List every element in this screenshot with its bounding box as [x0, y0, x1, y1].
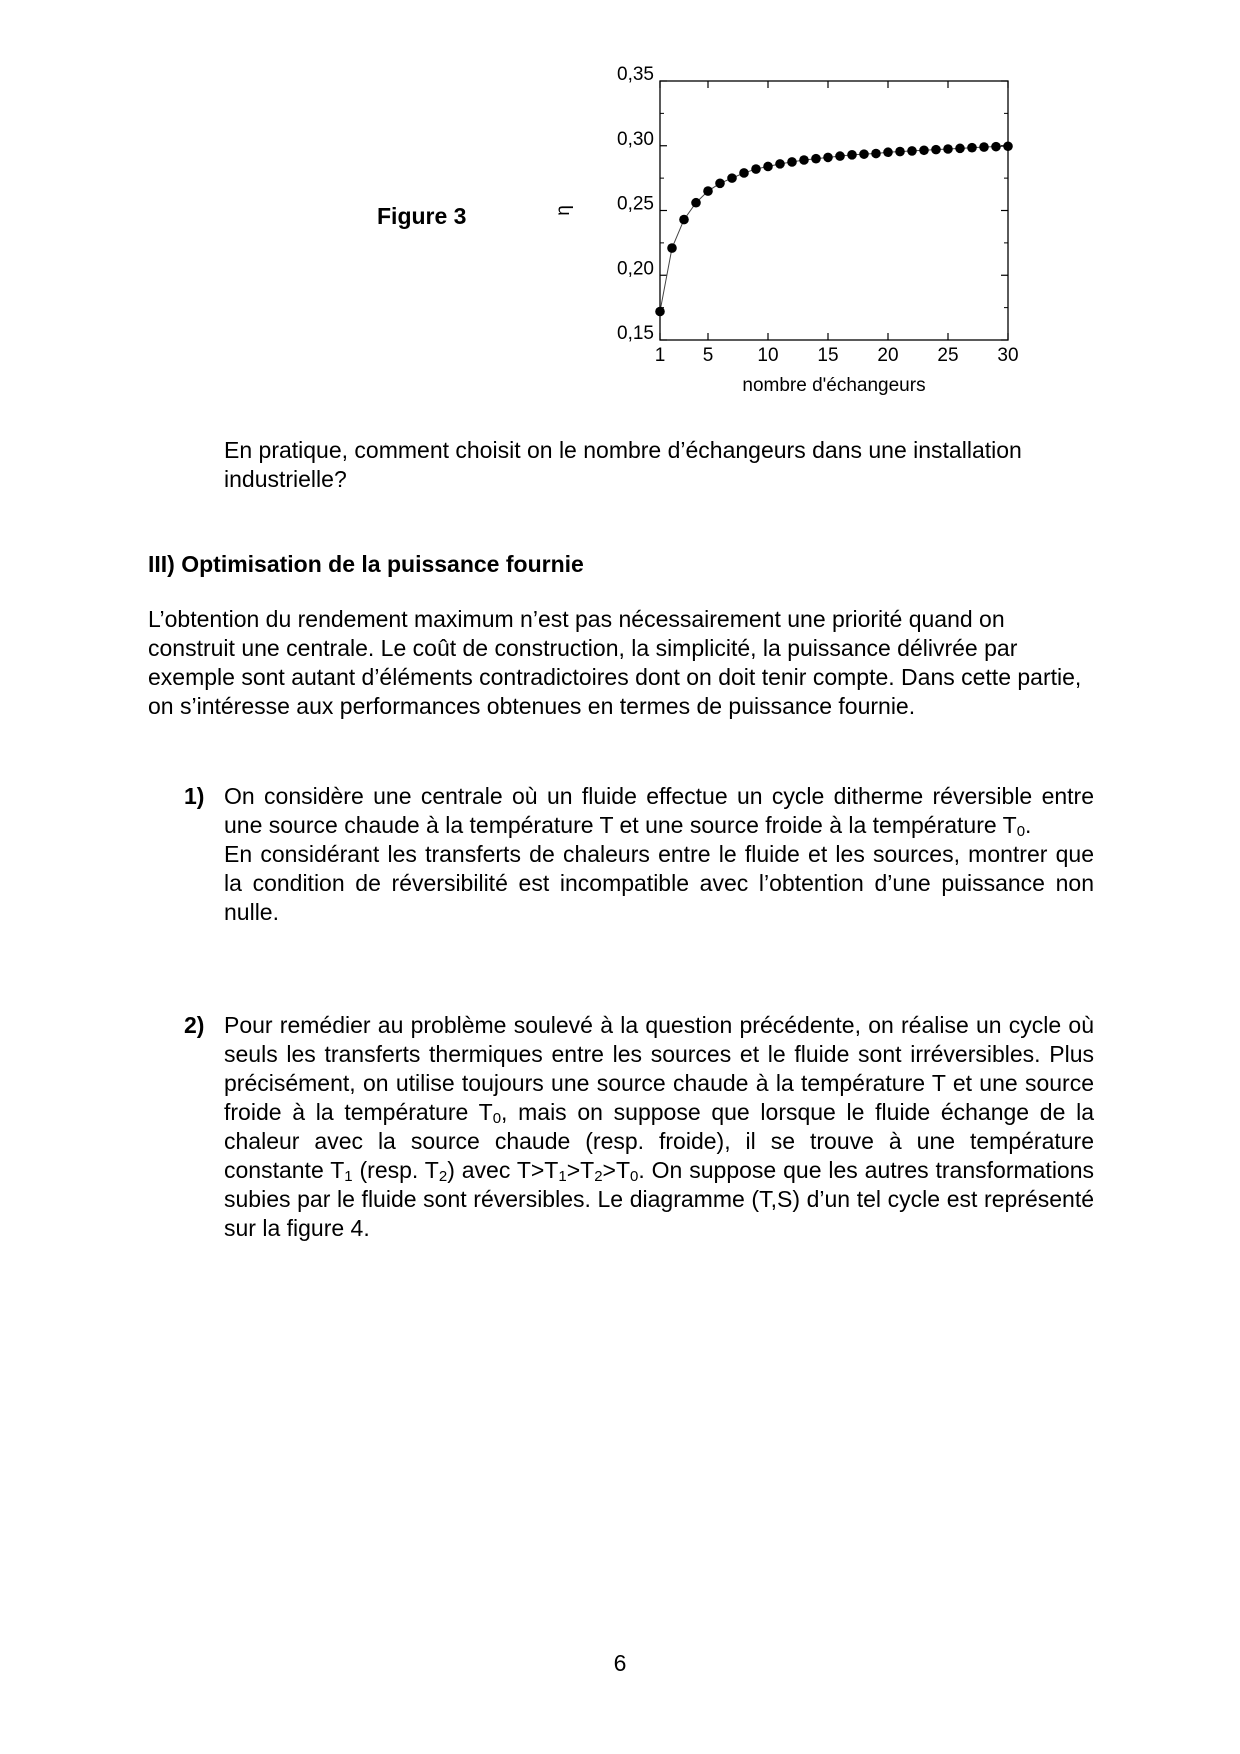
data-point	[823, 153, 833, 163]
x-tick-label: 25	[937, 345, 959, 366]
data-point	[703, 186, 713, 196]
data-point	[871, 149, 881, 159]
item-1-paragraph-2: En considérant les transferts de chaleurs entre le fluide et les sources, montrer que la condition de réversibilité est incompatible avec l’obtention d’une puissance non nulle.	[224, 841, 1094, 925]
data-point	[883, 147, 893, 157]
x-tick-label: 15	[817, 345, 839, 366]
y-tick-label: 0,15	[617, 323, 654, 344]
x-tick-label: 30	[997, 345, 1019, 366]
figure-label: Figure 3	[377, 203, 467, 229]
plot-frame	[660, 81, 1008, 340]
x-tick-label: 10	[757, 345, 779, 366]
item-number: 1)	[184, 783, 205, 809]
question-practice: En pratique, comment choisit on le nombre d’échangeurs dans une installation industrielle?	[224, 437, 1022, 492]
section-title: III) Optimisation de la puissance fournie	[148, 551, 584, 577]
x-tick-label: 1	[654, 345, 666, 366]
data-point	[715, 179, 725, 189]
question-item-1	[184, 782, 1094, 927]
efficiency-chart	[553, 60, 1030, 410]
data-point	[739, 168, 749, 178]
data-point	[655, 307, 665, 317]
data-point	[919, 145, 929, 155]
data-point	[943, 144, 953, 154]
data-point	[895, 147, 905, 157]
item-number: 2)	[184, 1012, 205, 1038]
data-point	[775, 159, 785, 169]
data-point	[991, 142, 1001, 152]
section-intro: L’obtention du rendement maximum n’est pas nécessairement une priorité quand on construit une centrale. Le coût de construction, la simplicité, la puissance délivrée par exemple sont autant d’éléments contradictoires dont on doit tenir compte. Dans cette partie, on s’intéresse aux performances obtenues en termes de puissance fournie.	[148, 606, 1082, 719]
data-point	[979, 142, 989, 152]
page-number: 6	[613, 1650, 627, 1676]
data-point	[727, 173, 737, 183]
data-point	[859, 149, 869, 159]
data-point	[967, 143, 977, 153]
data-point	[691, 198, 701, 208]
y-axis-label: η	[553, 205, 574, 216]
data-point	[763, 162, 773, 172]
data-point	[847, 150, 857, 160]
data-point	[787, 157, 797, 167]
data-point	[679, 215, 689, 225]
data-point	[751, 164, 761, 174]
x-tick-label: 5	[702, 345, 714, 366]
y-tick-label: 0,30	[617, 128, 654, 150]
y-tick-label: 0,35	[617, 64, 654, 85]
data-point	[931, 145, 941, 155]
series-line	[660, 146, 1008, 311]
x-axis-label: nombre d'échangeurs	[742, 375, 926, 396]
question-item-2	[184, 1011, 1094, 1243]
data-point	[811, 154, 821, 164]
data-point	[907, 146, 917, 156]
y-tick-label: 0,25	[617, 193, 654, 215]
data-point	[799, 155, 809, 165]
data-point	[955, 144, 965, 154]
data-point	[667, 243, 677, 253]
y-tick-label: 0,20	[617, 258, 654, 280]
data-point	[835, 151, 845, 161]
data-point	[1003, 141, 1013, 151]
x-tick-label: 20	[877, 345, 899, 366]
item-2-paragraph: Pour remédier au problème soulevé à la question précédente, on réalise un cycle où seuls les transferts thermiques entre les sources et le fluide sont irréversibles. Plus précisément, on utilise toujours une source chaude à la température T et une source froide à la température $T_0$, mais on suppose que lorsque le fluide échange de la chaleur avec la source chaude (resp. froide), il se trouve à une température constante $T_1$ (resp. $T_2$) avec $T>T_1>T_2>T_0$. On suppose que les autres transformations subies par le fluide sont réversibles. Le diagramme (T,S) d’un tel cycle est représenté sur la figure 4.	[224, 1012, 1095, 1241]
item-1-paragraph-1: On considère une centrale où un fluide effectue un cycle ditherme réversible entre une source chaude à la température T et une source froide à la température $T_0$.	[224, 783, 1094, 840]
